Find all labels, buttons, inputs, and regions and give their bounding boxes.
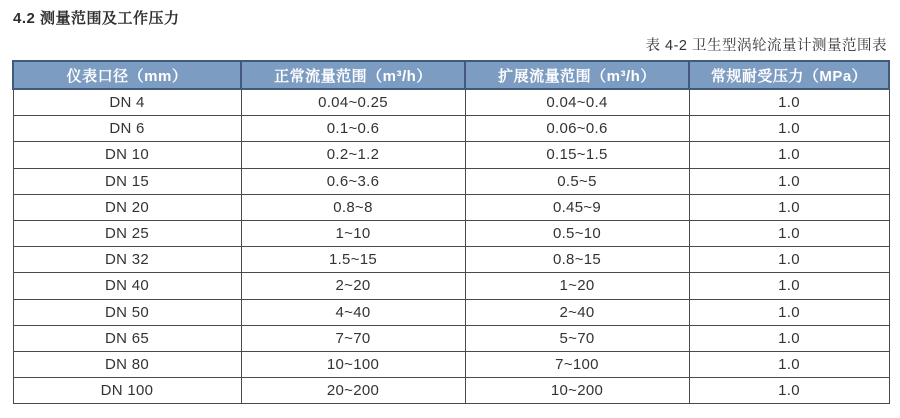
table-cell: 0.5~10	[465, 220, 689, 246]
column-header-2: 扩展流量范围（m³/h）	[465, 61, 689, 89]
table-cell: 0.8~15	[465, 247, 689, 273]
table-cell: 7~100	[465, 351, 689, 377]
table-cell: 20~200	[241, 378, 465, 404]
table-row	[13, 247, 889, 273]
column-header-1: 正常流量范围（m³/h）	[241, 61, 465, 89]
table-cell: DN 40	[13, 273, 241, 299]
section-title: 4.2 测量范围及工作压力	[13, 10, 180, 27]
table-cell: 0.8~8	[241, 194, 465, 220]
table-cell: DN 4	[13, 89, 241, 116]
table-row	[13, 351, 889, 377]
table-row	[13, 378, 889, 404]
table-cell: 0.15~1.5	[465, 142, 689, 168]
table-header-row	[13, 61, 889, 89]
table-row	[13, 168, 889, 194]
table-row	[13, 299, 889, 325]
table-cell: 0.45~9	[465, 194, 689, 220]
table-cell: 0.04~0.25	[241, 89, 465, 116]
table-cell: DN 15	[13, 168, 241, 194]
table-cell: 1.0	[689, 220, 889, 246]
table-cell: 1.0	[689, 194, 889, 220]
table-cell: 1.0	[689, 89, 889, 116]
table-row	[13, 220, 889, 246]
table-cell: 7~70	[241, 325, 465, 351]
table-cell: 0.6~3.6	[241, 168, 465, 194]
table-cell: DN 80	[13, 351, 241, 377]
table-cell: 10~200	[465, 378, 689, 404]
table-cell: DN 6	[13, 116, 241, 142]
table-cell: 1.0	[689, 378, 889, 404]
table-cell: DN 65	[13, 325, 241, 351]
table-cell: 1.0	[689, 351, 889, 377]
table-cell: 1.0	[689, 168, 889, 194]
table-cell: 0.06~0.6	[465, 116, 689, 142]
column-header-3: 常规耐受压力（MPa）	[689, 61, 889, 89]
table-row	[13, 273, 889, 299]
table-cell: 1.0	[689, 116, 889, 142]
table-row	[13, 116, 889, 142]
table-row	[13, 194, 889, 220]
table-cell: 1.0	[689, 273, 889, 299]
table-cell: DN 25	[13, 220, 241, 246]
table-cell: DN 32	[13, 247, 241, 273]
table-cell: 1.0	[689, 299, 889, 325]
table-cell: 0.2~1.2	[241, 142, 465, 168]
table-cell: 1~20	[465, 273, 689, 299]
table-cell: DN 100	[13, 378, 241, 404]
table-cell: 4~40	[241, 299, 465, 325]
table-cell: 0.1~0.6	[241, 116, 465, 142]
table-cell: 2~40	[465, 299, 689, 325]
table-cell: 1.0	[689, 325, 889, 351]
table-cell: DN 20	[13, 194, 241, 220]
table-cell: 1.0	[689, 142, 889, 168]
table-row	[13, 142, 889, 168]
table-cell: 1.5~15	[241, 247, 465, 273]
table-cell: 0.5~5	[465, 168, 689, 194]
table-cell: 0.04~0.4	[465, 89, 689, 116]
table-cell: DN 10	[13, 142, 241, 168]
table-caption: 表 4-2 卫生型涡轮流量计测量范围表	[645, 38, 887, 54]
column-header-0: 仪表口径（mm）	[13, 61, 241, 89]
table-row	[13, 325, 889, 351]
table-cell: 5~70	[465, 325, 689, 351]
table-cell: 1~10	[241, 220, 465, 246]
table-row	[13, 89, 889, 116]
measurement-range-table	[12, 60, 890, 404]
table-cell: 1.0	[689, 247, 889, 273]
table-body	[13, 89, 889, 404]
table-cell: 10~100	[241, 351, 465, 377]
table-cell: 2~20	[241, 273, 465, 299]
table-cell: DN 50	[13, 299, 241, 325]
